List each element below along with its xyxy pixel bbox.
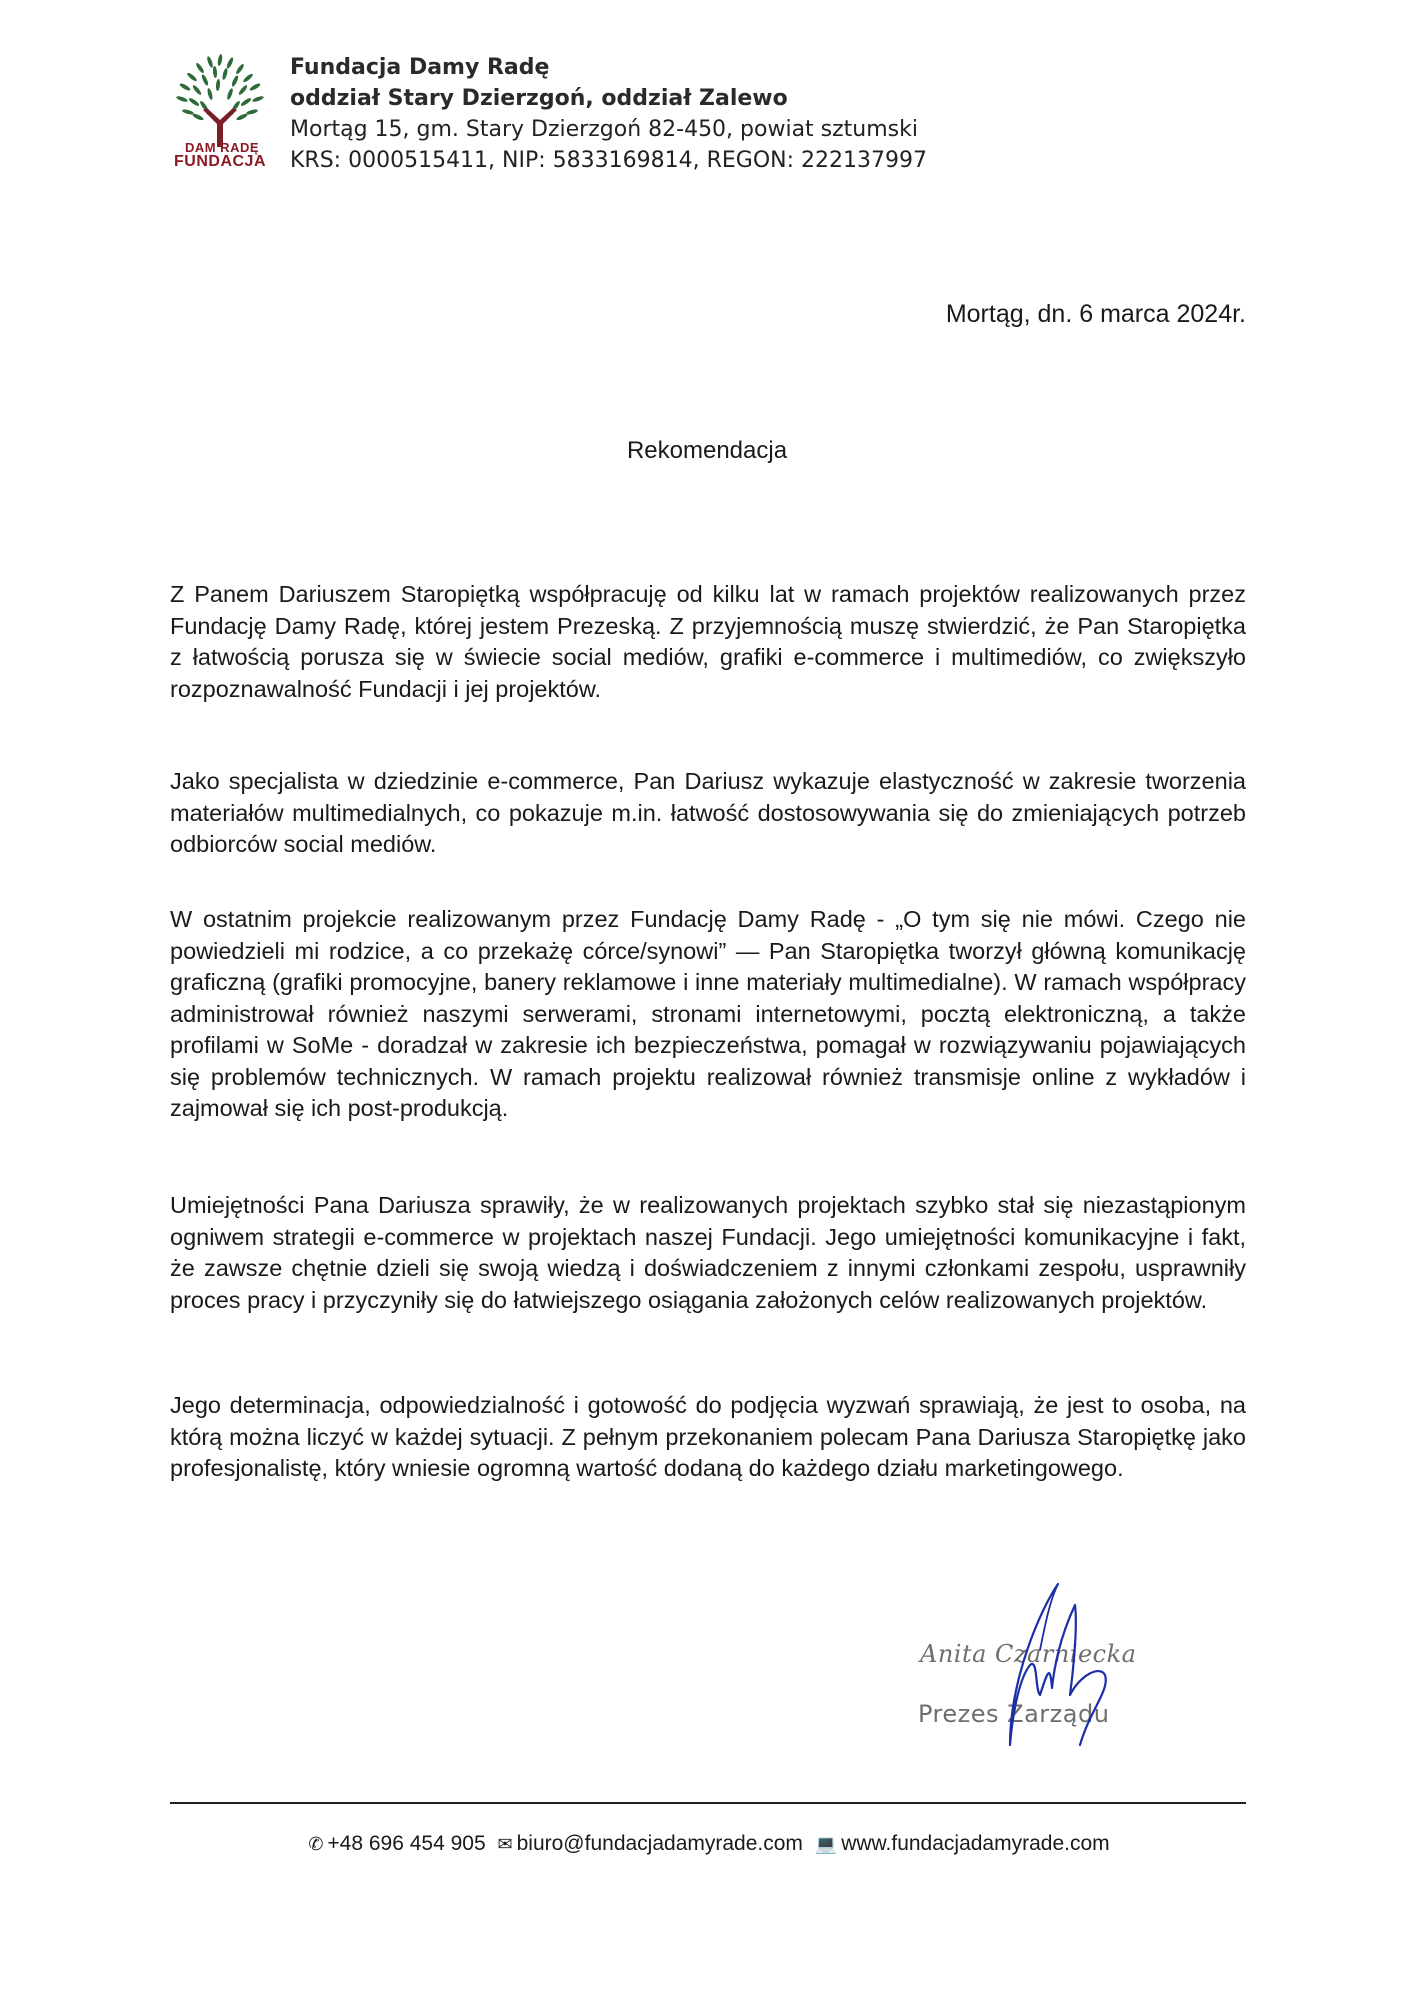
signatory-name-stamp: Anita Czarniecka (920, 1640, 1137, 1668)
body-paragraph: W ostatnim projekcie realizowanym przez Fundację Damy Radę - „O tym się nie mówi. Czego nie powiedzieli mi rodzice, a co przekażę córce/synowi” — Pan Staropiętka tworzył główną komunikację graficzną (grafiki promocyjne, banery reklamowe i inne materiały multimedialne). W ramach współpracy administrował również naszymi serwerami, stronami internetowymi, pocztą elektroniczną, a także profilami w SoMe - doradzał w zakresie ich bezpieczeństwa, pomagał w rozwiązywaniu pojawiających się problemów technicznych. W ramach projektu realizował również transmisje online z wykładów i zajmował się ich post-produkcją. (170, 906, 1246, 1121)
organization-info (290, 52, 927, 176)
organization-address: Mortąg 15, gm. Stary Dzierzgoń 82-450, powiat sztumski (290, 117, 918, 142)
organization-branches: oddział Stary Dzierzgoń, oddział Zalewo (290, 86, 788, 111)
organization-registry-ids: KRS: 0000515411, NIP: 5833169814, REGON: 222137997 (290, 148, 928, 173)
logo-text-bottom: FUNDACJA (174, 153, 266, 170)
envelope-icon: ✉ (497, 1834, 513, 1854)
footer-website[interactable]: www.fundacjadamyrade.com (841, 1832, 1110, 1855)
logo-text-top: DAM RADĘ (184, 140, 260, 155)
phone-icon: ✆ (308, 1834, 324, 1854)
signature-block (900, 1570, 1160, 1750)
computer-icon: 💻 (814, 1834, 838, 1854)
body-paragraph: Jako specjalista w dziedzinie e-commerce, Pan Dariusz wykazuje elastyczność w zakresie tworzenia materiałów multimedialnych, co pokazuje m.in. łatwość dostosowywania się do zmieniających potrzeb odbiorców social mediów. (170, 768, 1246, 857)
handwritten-signature-icon (900, 1570, 1160, 1750)
footer-email[interactable]: biuro@fundacjadamyrade.com (516, 1832, 803, 1855)
contact-footer (0, 1832, 1414, 1856)
foundation-logo (170, 52, 270, 172)
signatory-role-stamp: Prezes Zarządu (918, 1700, 1110, 1728)
footer-phone: +48 696 454 905 (327, 1832, 486, 1855)
body-paragraph: Jego determinacja, odpowiedzialność i gotowość do podjęcia wyzwań sprawiają, że jest to osoba, na którą można liczyć w każdej sytuacji. Z pełnym przekonaniem polecam Pana Dariusza Staropiętkę jako profesjonalistę, który wniesie ogromną wartość dodaną do każdego działu marketingowego. (170, 1392, 1246, 1481)
letter-title: Rekomendacja (626, 437, 788, 464)
body-paragraph: Umiejętności Pana Dariusza sprawiły, że w realizowanych projektach szybko stał się niezastąpionym ogniwem strategii e-commerce w projektach naszej Fundacji. Jego umiejętności komunikacyjne i fakt, że zawsze chętnie dzieli się swoją wiedzą i doświadczeniem z innymi członkami zespołu, usprawniły proces pracy i przyczyniły się do łatwiejszego osiągania założonych celów realizowanych projektów. (170, 1192, 1246, 1313)
organization-name: Fundacja Damy Radę (290, 55, 550, 80)
footer-divider (170, 1802, 1246, 1804)
letter-date: Mortąg, dn. 6 marca 2024r. (945, 300, 1246, 328)
letterhead (170, 52, 927, 176)
body-paragraph: Z Panem Dariuszem Staropiętką współpracuję od kilku lat w ramach projektów realizowanych przez Fundację Damy Radę, której jestem Prezeską. Z przyjemnością muszę stwierdzić, że Pan Staropiętka z łatwością porusza się w świecie social mediów, grafiki e-commerce i multimediów, co zwiększyło rozpoznawalność Fundacji i jej projektów. (170, 581, 1246, 702)
tree-logo-icon (170, 52, 270, 147)
